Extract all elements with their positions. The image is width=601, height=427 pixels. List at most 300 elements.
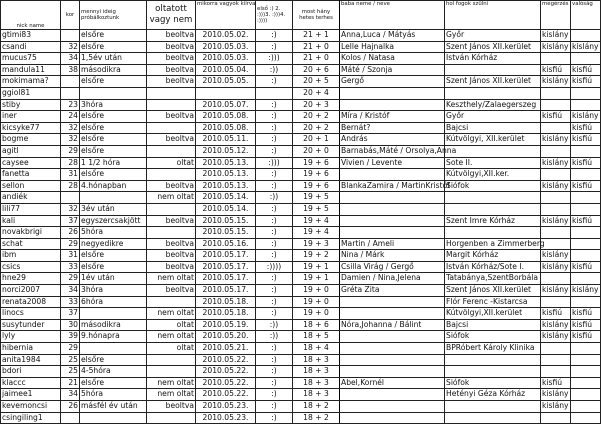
cell-elso: :)) <box>256 319 293 331</box>
cell-nick: norci2007 <box>1 285 61 297</box>
cell-oltatott <box>147 145 196 157</box>
cell-baba <box>340 99 445 111</box>
cell-baba: Kolos / Natasa <box>340 53 445 65</box>
cell-nick: csingiling1 <box>1 412 61 424</box>
cell-valosag <box>571 389 601 401</box>
cell-hol <box>445 87 541 99</box>
cell-mikorra: 2010.05.22. <box>196 389 256 401</box>
cell-valosag: kisfiú <box>571 308 601 320</box>
cell-valosag: kisfiú <box>571 157 601 169</box>
cell-megerzes <box>541 145 571 157</box>
cell-kor: 32 <box>61 203 80 215</box>
cell-most: 19 + 4 <box>293 215 340 227</box>
cell-most: 21 + 0 <box>293 53 340 65</box>
cell-oltatott <box>147 169 196 181</box>
cell-mikorra: 2010.05.03. <box>196 41 256 53</box>
cell-nick: linocs <box>1 308 61 320</box>
cell-most: 18 + 3 <box>293 377 340 389</box>
cell-nick: mucus75 <box>1 53 61 65</box>
cell-kor: 34 <box>61 389 80 401</box>
cell-valosag <box>571 87 601 99</box>
cell-most: 19 + 3 <box>293 238 340 250</box>
cell-most: 18 + 3 <box>293 366 340 378</box>
cell-oltatott <box>147 296 196 308</box>
cell-mikorra: 2010.05.16. <box>196 238 256 250</box>
cell-mennyi: elsőre <box>80 354 147 366</box>
table-row <box>1 215 601 227</box>
cell-nick: kali <box>1 215 61 227</box>
cell-baba <box>340 331 445 343</box>
cell-mikorra: 2010.05.23. <box>196 401 256 413</box>
cell-valosag <box>571 250 601 262</box>
cell-valosag: kislány <box>571 111 601 123</box>
cell-valosag: kisfiú <box>571 76 601 88</box>
cell-mikorra: 2010.05.22. <box>196 366 256 378</box>
header-row <box>1 1 601 30</box>
cell-valosag: kisfiú <box>571 134 601 146</box>
cell-nick: kicsyke77 <box>1 122 61 134</box>
cell-oltatott <box>147 366 196 378</box>
cell-valosag <box>571 145 601 157</box>
cell-megerzes <box>541 273 571 285</box>
cell-valosag: kislány <box>571 285 601 297</box>
cell-most: 20 + 0 <box>293 145 340 157</box>
cell-mennyi: másodikra <box>80 64 147 76</box>
cell-kor: 29 <box>61 145 80 157</box>
table-row <box>1 412 601 424</box>
cell-nick: iner <box>1 111 61 123</box>
cell-valosag: kislány <box>571 41 601 53</box>
cell-kor: 37 <box>61 308 80 320</box>
cell-kor <box>61 192 80 204</box>
table-row <box>1 331 601 343</box>
cell-nick: bogme <box>1 134 61 146</box>
cell-mennyi <box>80 192 147 204</box>
cell-mennyi: 9.hónapra <box>80 331 147 343</box>
cell-oltatott: beoltva <box>147 30 196 42</box>
cell-megerzes: kislány <box>541 401 571 413</box>
cell-elso: :)) <box>256 192 293 204</box>
cell-hol <box>445 401 541 413</box>
cell-nick: jaimee1 <box>1 389 61 401</box>
cell-megerzes <box>541 87 571 99</box>
header-mikorra: mikorra vagyok kiírva <box>196 1 256 30</box>
cell-oltatott: beoltva <box>147 261 196 273</box>
cell-baba: Lelle Hajnalka <box>340 41 445 53</box>
cell-mikorra: 2010.05.14. <box>196 203 256 215</box>
cell-valosag <box>571 203 601 215</box>
cell-mennyi <box>80 87 147 99</box>
cell-oltatott: nem oltat <box>147 377 196 389</box>
cell-mikorra: 2010.05.03. <box>196 53 256 65</box>
cell-hol <box>445 227 541 239</box>
cell-most: 18 + 6 <box>293 319 340 331</box>
cell-hol: Siófok <box>445 180 541 192</box>
cell-most: 19 + 4 <box>293 227 340 239</box>
cell-elso: :) <box>256 296 293 308</box>
cell-kor: 39 <box>61 331 80 343</box>
cell-megerzes <box>541 99 571 111</box>
cell-baba: Gréta Zita <box>340 285 445 297</box>
cell-hol: Siófok <box>445 331 541 343</box>
cell-elso: :) <box>256 366 293 378</box>
cell-baba <box>340 389 445 401</box>
cell-baba: Martin / Ameli <box>340 238 445 250</box>
cell-hol <box>445 412 541 424</box>
cell-baba: Abel,Kornél <box>340 377 445 389</box>
cell-kor: 29 <box>61 238 80 250</box>
cell-oltatott: beoltva <box>147 76 196 88</box>
table-row <box>1 377 601 389</box>
cell-most: 21 + 1 <box>293 30 340 42</box>
cell-megerzes: kislány <box>541 157 571 169</box>
cell-valosag: kisfiú <box>571 64 601 76</box>
cell-kor: 21 <box>61 377 80 389</box>
cell-mennyi: 5hóra <box>80 227 147 239</box>
cell-megerzes: kislány <box>541 215 571 227</box>
cell-nick: susytunder <box>1 319 61 331</box>
cell-nick: csics <box>1 261 61 273</box>
cell-most: 19 + 1 <box>293 261 340 273</box>
cell-elso <box>256 87 293 99</box>
cell-hol: Kútvölgyi,XII.ker. <box>445 169 541 181</box>
cell-baba: András <box>340 134 445 146</box>
cell-kor: 32 <box>61 122 80 134</box>
header-megerzes: megérzés <box>541 1 571 30</box>
cell-mennyi: 1,5év után <box>80 53 147 65</box>
cell-mennyi: elsőre <box>80 377 147 389</box>
cell-kor: 23 <box>61 99 80 111</box>
cell-mikorra: 2010.05.17. <box>196 250 256 262</box>
cell-most: 18 + 4 <box>293 343 340 355</box>
table-row <box>1 238 601 250</box>
cell-mennyi: elsőre <box>80 145 147 157</box>
cell-megerzes <box>541 296 571 308</box>
cell-elso: :))) <box>256 53 293 65</box>
cell-valosag <box>571 377 601 389</box>
cell-megerzes: kislány <box>541 319 571 331</box>
cell-kor <box>61 30 80 42</box>
cell-elso: :) <box>256 180 293 192</box>
cell-mikorra: 2010.05.07. <box>196 99 256 111</box>
cell-baba: Anna,Luca / Mátyás <box>340 30 445 42</box>
cell-baba: Nina / Márk <box>340 250 445 262</box>
table-row <box>1 99 601 111</box>
cell-elso: :)))) <box>256 261 293 273</box>
cell-nick: renata2008 <box>1 296 61 308</box>
cell-mennyi: 1 1/2 hóra <box>80 157 147 169</box>
table-row <box>1 76 601 88</box>
cell-baba <box>340 343 445 355</box>
cell-most: 18 + 5 <box>293 331 340 343</box>
cell-nick: mokimama? <box>1 76 61 88</box>
cell-most: 20 + 5 <box>293 76 340 88</box>
table-row <box>1 250 601 262</box>
cell-valosag <box>571 238 601 250</box>
cell-kor <box>61 412 80 424</box>
cell-mennyi <box>80 308 147 320</box>
cell-kor: 32 <box>61 134 80 146</box>
cell-megerzes <box>541 53 571 65</box>
cell-most: 19 + 0 <box>293 308 340 320</box>
cell-nick: lili77 <box>1 203 61 215</box>
cell-most: 19 + 2 <box>293 250 340 262</box>
cell-elso: :))) <box>256 157 293 169</box>
cell-valosag: kisfiú <box>571 180 601 192</box>
cell-most: 20 + 2 <box>293 111 340 123</box>
cell-most: 19 + 1 <box>293 273 340 285</box>
cell-oltatott: nem oltat <box>147 308 196 320</box>
header-oltatott: oltatott vagy nem <box>147 1 196 30</box>
cell-hol: István Kórház/Sote I. <box>445 261 541 273</box>
table-row <box>1 180 601 192</box>
cell-kor: 31 <box>61 250 80 262</box>
cell-elso: :) <box>256 215 293 227</box>
cell-baba: Barnabás,Máté / Orsolya,Anna <box>340 145 445 157</box>
cell-valosag <box>571 227 601 239</box>
cell-mennyi <box>80 343 147 355</box>
cell-mikorra: 2010.05.08. <box>196 111 256 123</box>
cell-mikorra: 2010.05.04. <box>196 64 256 76</box>
table-row <box>1 122 601 134</box>
table-row <box>1 354 601 366</box>
cell-oltatott: beoltva <box>147 64 196 76</box>
cell-oltatott: oltat <box>147 157 196 169</box>
cell-mennyi: 4.hónapban <box>80 180 147 192</box>
cell-hol: Bajcsi <box>445 319 541 331</box>
cell-hol: Bajcsi <box>445 122 541 134</box>
cell-mikorra: 2010.05.17. <box>196 261 256 273</box>
cell-most: 19 + 6 <box>293 169 340 181</box>
table-row <box>1 157 601 169</box>
cell-mennyi: egyszercsakjött <box>80 215 147 227</box>
table-row <box>1 53 601 65</box>
cell-mennyi: elsőre <box>80 122 147 134</box>
cell-most: 20 + 3 <box>293 99 340 111</box>
cell-elso: :) <box>256 354 293 366</box>
cell-hol: Szent János XII.kerület <box>445 285 541 297</box>
cell-megerzes <box>541 227 571 239</box>
cell-most: 19 + 5 <box>293 192 340 204</box>
cell-most: 19 + 0 <box>293 285 340 297</box>
cell-mikorra: 2010.05.22. <box>196 377 256 389</box>
cell-nick: hibernia <box>1 343 61 355</box>
cell-elso: :) <box>256 227 293 239</box>
cell-hol <box>445 64 541 76</box>
cell-megerzes <box>541 354 571 366</box>
cell-kor: 33 <box>61 261 80 273</box>
cell-elso: :) <box>256 238 293 250</box>
cell-most: 20 + 4 <box>293 87 340 99</box>
cell-baba <box>340 169 445 181</box>
cell-baba <box>340 412 445 424</box>
cell-most: 19 + 6 <box>293 180 340 192</box>
cell-kor: 34 <box>61 285 80 297</box>
cell-valosag: kisfiú <box>571 122 601 134</box>
cell-baba: Damien / Nina,Jelena <box>340 273 445 285</box>
cell-elso: :)) <box>256 331 293 343</box>
cell-kor: 32 <box>61 41 80 53</box>
cell-kor: 24 <box>61 111 80 123</box>
cell-elso: :) <box>256 169 293 181</box>
cell-kor <box>61 76 80 88</box>
cell-nick: fanetta <box>1 169 61 181</box>
header-hol: hol fogok szülni <box>445 1 541 30</box>
cell-hol: Szent János XII.kerület <box>445 76 541 88</box>
cell-elso: :) <box>256 412 293 424</box>
cell-elso: :) <box>256 343 293 355</box>
cell-oltatott: beoltva <box>147 285 196 297</box>
cell-mikorra: 2010.05.17. <box>196 273 256 285</box>
table-row <box>1 308 601 320</box>
cell-kor: 30 <box>61 319 80 331</box>
cell-oltatott: beoltva <box>147 180 196 192</box>
cell-hol: Horgenben a Zimmerberg <box>445 238 541 250</box>
cell-valosag: kisfiú <box>571 215 601 227</box>
cell-oltatott: beoltva <box>147 250 196 262</box>
cell-baba: Csilla Virág / Gergő <box>340 261 445 273</box>
cell-mennyi: 4-5hóra <box>80 366 147 378</box>
cell-baba <box>340 215 445 227</box>
table-row <box>1 343 601 355</box>
cell-megerzes: kislány <box>541 250 571 262</box>
cell-hol <box>445 203 541 215</box>
cell-mikorra: 2010.05.17. <box>196 285 256 297</box>
cell-hol: Keszthely/Zalaegerszeg <box>445 99 541 111</box>
cell-elso: :) <box>256 285 293 297</box>
cell-nick: ibm <box>1 250 61 262</box>
cell-baba: Míra / Kristóf <box>340 111 445 123</box>
cell-valosag <box>571 354 601 366</box>
cell-mennyi: 3év után <box>80 203 147 215</box>
cell-oltatott: nem oltat <box>147 331 196 343</box>
cell-megerzes <box>541 203 571 215</box>
cell-megerzes: kislány <box>541 41 571 53</box>
table-row <box>1 319 601 331</box>
cell-mikorra: 2010.05.05. <box>196 76 256 88</box>
table-row <box>1 203 601 215</box>
header-mennyi: mennyi ideig próbálkoztunk <box>80 1 147 30</box>
cell-valosag <box>571 192 601 204</box>
cell-elso: :) <box>256 250 293 262</box>
cell-elso: :)) <box>256 64 293 76</box>
cell-mennyi: elsőre <box>80 250 147 262</box>
table-row <box>1 145 601 157</box>
header-most: most hány hetes terhes <box>293 1 340 30</box>
cell-megerzes: kisfiú <box>541 64 571 76</box>
cell-hol <box>445 366 541 378</box>
cell-baba <box>340 308 445 320</box>
cell-mennyi: 3hóra <box>80 99 147 111</box>
cell-most: 18 + 2 <box>293 412 340 424</box>
cell-mennyi: elsőre <box>80 169 147 181</box>
cell-nick: klaccc <box>1 377 61 389</box>
cell-kor: 33 <box>61 296 80 308</box>
cell-nick: sellon <box>1 180 61 192</box>
cell-mikorra: 2010.05.19. <box>196 319 256 331</box>
cell-oltatott: oltat <box>147 343 196 355</box>
cell-baba: Nóra,Johanna / Bálint <box>340 319 445 331</box>
cell-mennyi: másfél év után <box>80 401 147 413</box>
cell-kor: 29 <box>61 343 80 355</box>
cell-mikorra: 2010.05.15. <box>196 227 256 239</box>
cell-elso: :) <box>256 401 293 413</box>
table-row <box>1 401 601 413</box>
cell-nick: hne29 <box>1 273 61 285</box>
cell-most: 19 + 0 <box>293 296 340 308</box>
table-row <box>1 261 601 273</box>
cell-mikorra: 2010.05.02. <box>196 30 256 42</box>
cell-mikorra: 2010.05.18. <box>196 308 256 320</box>
cell-valosag <box>571 343 601 355</box>
cell-elso: :) <box>256 389 293 401</box>
cell-mikorra: 2010.05.22. <box>196 354 256 366</box>
cell-mennyi: másodikra <box>80 319 147 331</box>
cell-hol: Hetényi Géza Kórház <box>445 389 541 401</box>
cell-valosag: kisfiú <box>571 319 601 331</box>
cell-kor: 25 <box>61 354 80 366</box>
cell-most: 21 + 0 <box>293 41 340 53</box>
cell-elso: :) <box>256 30 293 42</box>
cell-hol <box>445 145 541 157</box>
cell-megerzes: kislány <box>541 389 571 401</box>
cell-elso: :) <box>256 273 293 285</box>
cell-valosag: kisfiú <box>571 331 601 343</box>
cell-oltatott: nem oltat <box>147 273 196 285</box>
cell-most: 20 + 1 <box>293 134 340 146</box>
cell-valosag <box>571 412 601 424</box>
cell-oltatott <box>147 87 196 99</box>
cell-baba <box>340 354 445 366</box>
cell-mennyi: 1év után <box>80 273 147 285</box>
cell-kor: 29 <box>61 273 80 285</box>
cell-megerzes: kislány <box>541 30 571 42</box>
cell-mikorra: 2010.05.13. <box>196 180 256 192</box>
cell-elso: :) <box>256 145 293 157</box>
cell-oltatott: beoltva <box>147 53 196 65</box>
cell-megerzes: kislány <box>541 76 571 88</box>
cell-mikorra: 2010.05.20. <box>196 331 256 343</box>
cell-oltatott: beoltva <box>147 238 196 250</box>
cell-megerzes: kislány <box>541 134 571 146</box>
cell-elso: :) <box>256 76 293 88</box>
cell-valosag <box>571 53 601 65</box>
cell-hol <box>445 192 541 204</box>
cell-megerzes <box>541 238 571 250</box>
cell-oltatott: beoltva <box>147 111 196 123</box>
cell-megerzes: kisfiú <box>541 377 571 389</box>
cell-valosag <box>571 401 601 413</box>
cell-kor: 31 <box>61 169 80 181</box>
cell-kor: 26 <box>61 227 80 239</box>
cell-kor: 28 <box>61 157 80 169</box>
cell-most: 18 + 2 <box>293 401 340 413</box>
table-row <box>1 285 601 297</box>
cell-oltatott: oltat <box>147 319 196 331</box>
cell-elso: :) <box>256 99 293 111</box>
cell-hol <box>445 354 541 366</box>
table-row <box>1 192 601 204</box>
table-row <box>1 389 601 401</box>
cell-mennyi: elsőre <box>80 261 147 273</box>
cell-mennyi: 6hóra <box>80 296 147 308</box>
cell-hol: Szent Imre Kórház <box>445 215 541 227</box>
cell-megerzes: kisfiú <box>541 111 571 123</box>
cell-baba: Máté / Szonja <box>340 64 445 76</box>
cell-mikorra: 2010.05.23. <box>196 412 256 424</box>
cell-baba <box>340 401 445 413</box>
cell-valosag <box>571 169 601 181</box>
